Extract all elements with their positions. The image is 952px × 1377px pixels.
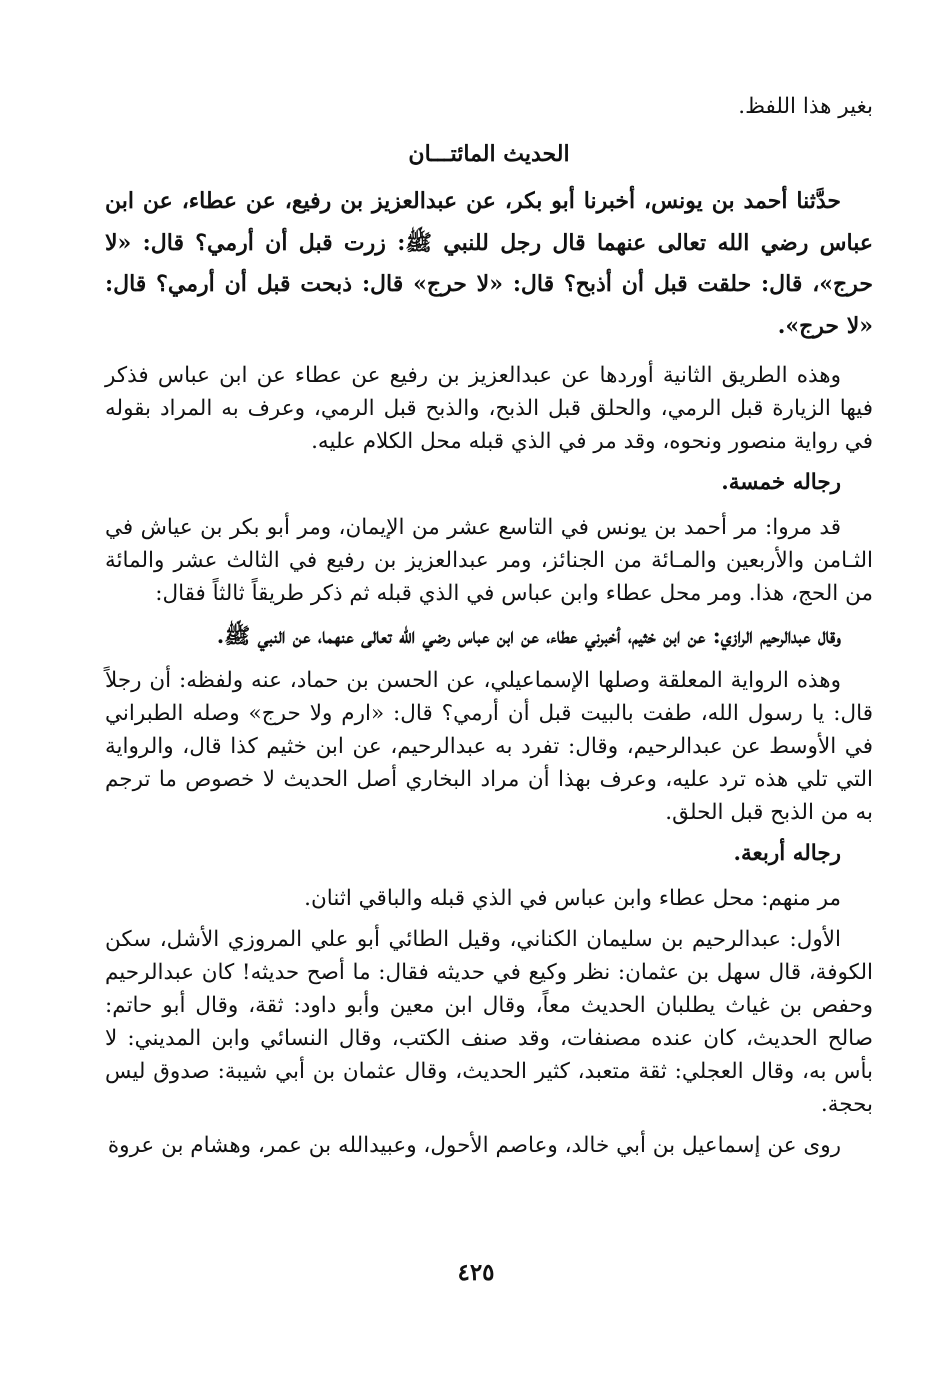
commentary-muallaq: وهذه الرواية المعلقة وصلها الإسماعيلي، عن الحسن بن حماد، عنه ولفظه: أن رجلاً قال: يا رسول الله، طفت بالبيت قبل أن أرمي؟ قال: «ارم ولا حرج» وصله الطبراني في الأوسط عن عبدالرحيم، وقال: تفرد به عبدالرحيم، عن ابن خثيم كذا قال، والرواية التي تلي هذه ترد عليه، وعرف بهذا أن مراد البخاري أصل الحديث لا خصوص ما ترجم به من الذبح قبل الحلق.	[105, 668, 873, 825]
narrator-first-bio: الأول: عبدالرحيم بن سليمان الكناني، وقيل الطائي أبو علي المروزي الأشل، سكن الكوفة، قال سهل بن عثمان: نظر وكيع في حديثه فقال: ما أصح حديثه! كان عبدالرحيم وحفص بن غياث يطلبان الحديث معاً، وقال ابن معين وأبو داود: ثقة، وقال أبو حاتم: صالح الحديث، كان عنده مصنفات، وقد صنف الكتب، وقال النسائي وابن المديني: لا بأس به، وقال العجلي: ثقة متعبد، كثير الحديث، وقال عثمان بن أبي شيبة: صدوق ليس بحجة.	[105, 927, 873, 1117]
commentary-second-route: وهذه الطريق الثانية أوردها عن عبدالعزيز بن رفيع عن عطاء عن ابن عباس فذكر فيها الزيارة قبل الرمي، والحلق قبل الذبح، والذبح قبل الرمي، وعرف به المراد بقوله في رواية منصور ونحوه، وقد مر في الذي قبله محل الكلام عليه.	[105, 363, 873, 454]
hadith-text: حدَّثنا أحمد بن يونس، أخبرنا أبو بكر، عن عبدالعزيز بن رفيع، عن عطاء، عن ابن عباس رضي الله تعالى عنهما قال رجل للنبي ﷺ: زرت قبل أن أرمي؟ قال: «لا حرج»، قال: حلقت قبل أن أذبح؟ قال: «لا حرج» قال: ذبحت قبل أن أرمي؟ قال: «لا حرج».	[105, 188, 873, 339]
heading-narrators-five: رجاله خمسة.	[721, 470, 841, 495]
continuation-line: بغير هذا اللفظ.	[738, 94, 873, 119]
page-body	[105, 90, 873, 1162]
narrated-from-line: روى عن إسماعيل بن أبي خالد، وعاصم الأحول، وعبيدالله بن عمر، وهشام بن عروة	[107, 1133, 841, 1158]
heading-narrators-four: رجاله أربعة.	[733, 841, 841, 866]
commentary-narrators-five: قد مروا: مر أحمد بن يونس في التاسع عشر من الإيمان، ومر أبو بكر بن عياش في الثـامن والأربعين والمـائة من الجنائز، ومر عبدالعزيز بن رفيع في الثالث عشر والمائة من الحج، هذا. ومر محل عطاء وابن عباس في الذي قبله ثم ذكر طريقاً ثالثاً فقال:	[105, 515, 873, 606]
hadith-title: الحديث المائتـــان	[408, 141, 570, 167]
commentary-among-them: مر منهم: محل عطاء وابن عباس في الذي قبله والباقي اثنان.	[304, 886, 841, 911]
razi-narration: وقال عبدالرحيم الرازي: عن ابن خثيم، أخبرني عطاء، عن ابن عباس رضي الله تعالى عنهما، عن النبي ﷺ.	[216, 624, 841, 649]
page-number: ٤٢٥	[457, 1259, 495, 1286]
